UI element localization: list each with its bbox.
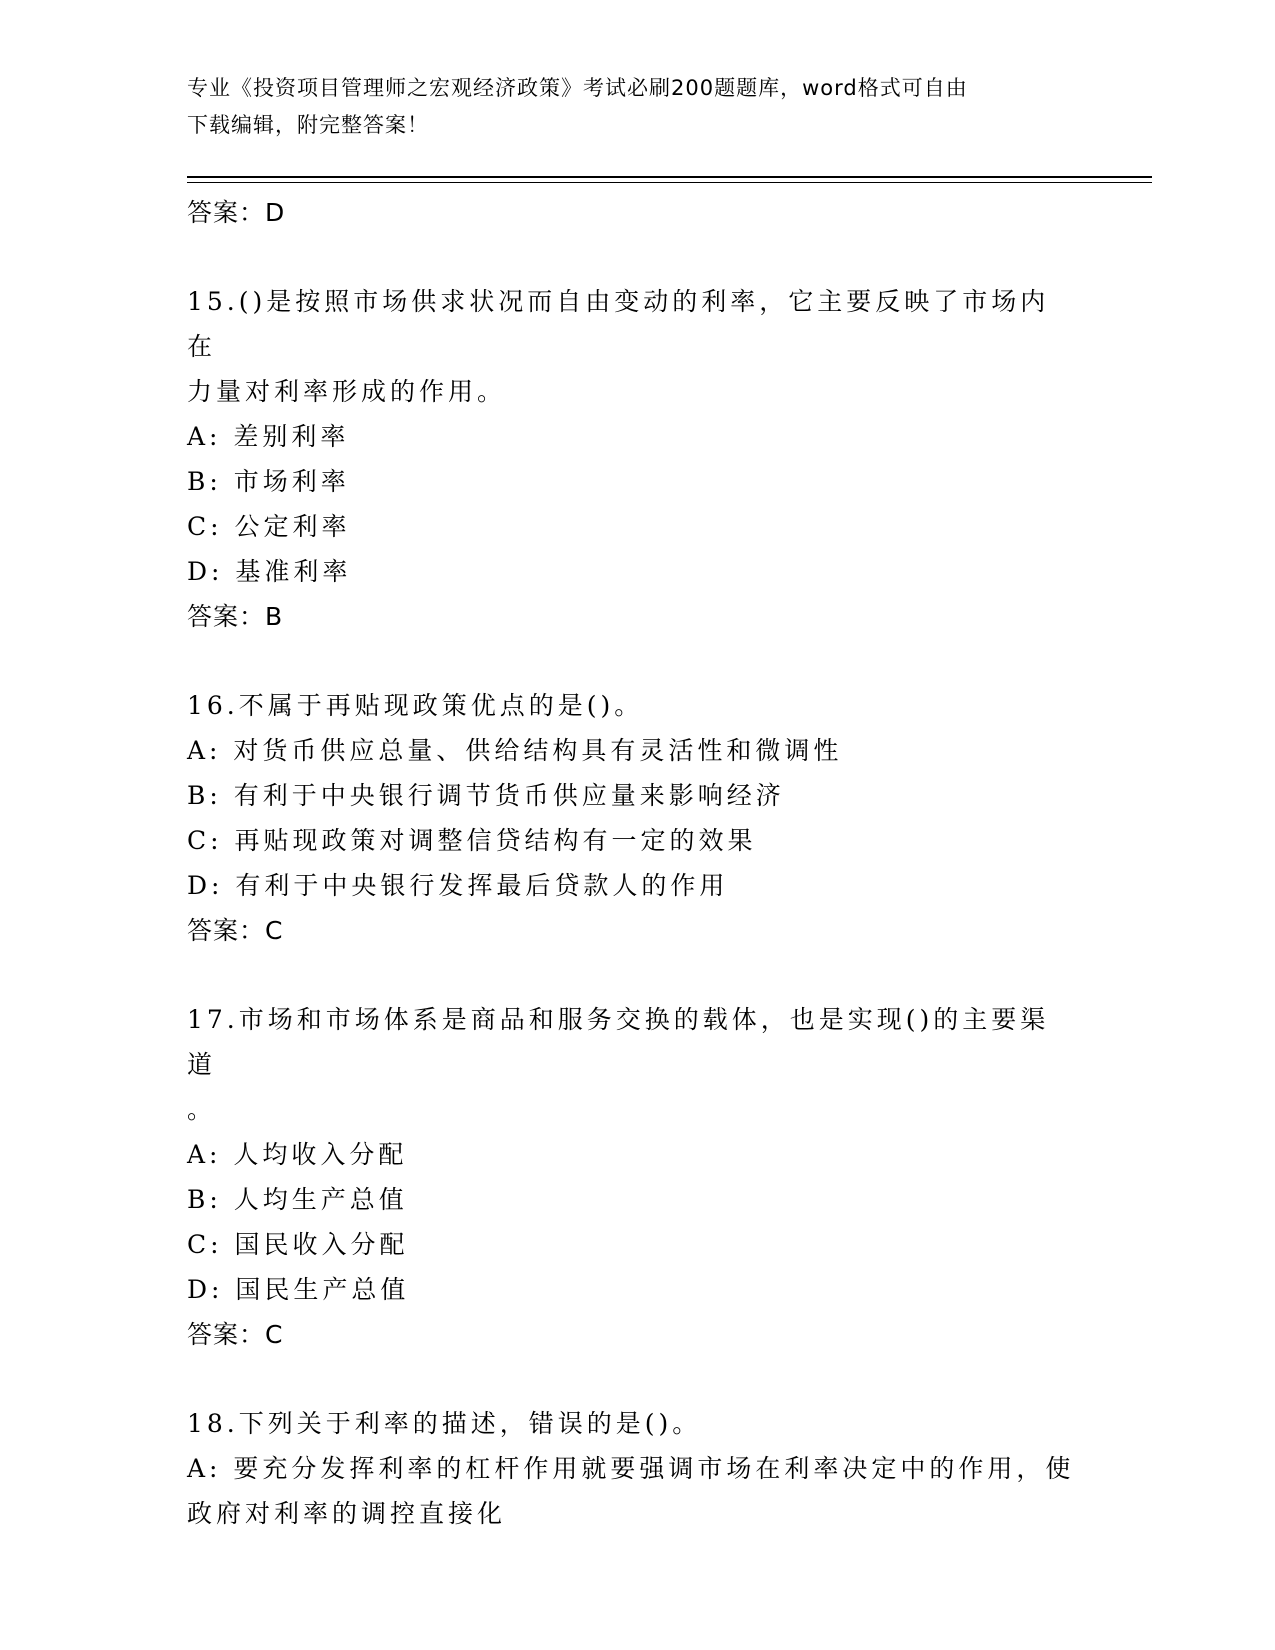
answer-line: 答案：D bbox=[187, 198, 286, 227]
header-rule-thin bbox=[187, 182, 1152, 183]
option-a: A: 要充分发挥利率的杠杆作用就要强调市场在利率决定中的作用，使 bbox=[187, 1454, 1075, 1483]
question-stem: 17.市场和市场体系是商品和服务交换的载体，也是实现()的主要渠道 bbox=[187, 1005, 1050, 1079]
questions-body bbox=[187, 190, 1077, 1536]
question-stem: 16.不属于再贴现政策优点的是()。 bbox=[187, 691, 644, 720]
option-a: A: 对货币供应总量、供给结构具有灵活性和微调性 bbox=[187, 736, 843, 765]
answer-line: 答案：C bbox=[187, 1320, 284, 1349]
option-a: A: 人均收入分配 bbox=[187, 1140, 408, 1169]
question-stem: 15.()是按照市场供求状况而自由变动的利率，它主要反映了市场内在 bbox=[187, 287, 1050, 361]
option-a: A: 差别利率 bbox=[187, 422, 350, 451]
option-d: D: 国民生产总值 bbox=[187, 1275, 410, 1304]
option-b: B: 有利于中央银行调节货币供应量来影响经济 bbox=[187, 781, 785, 810]
option-b: B: 人均生产总值 bbox=[187, 1185, 408, 1214]
question-16 bbox=[187, 683, 1077, 953]
question-stem-continued: 。 bbox=[187, 1095, 217, 1124]
header-line-2: 下载编辑，附完整答案！ bbox=[187, 113, 429, 137]
answer-line: 答案：B bbox=[187, 602, 284, 631]
page-header bbox=[187, 70, 1067, 144]
question-18 bbox=[187, 1401, 1077, 1536]
question-15 bbox=[187, 279, 1077, 639]
question-stem-continued: 力量对利率形成的作用。 bbox=[187, 377, 507, 406]
question-17 bbox=[187, 997, 1077, 1357]
option-c: C: 再贴现政策对调整信贷结构有一定的效果 bbox=[187, 826, 757, 855]
option-c: C: 公定利率 bbox=[187, 512, 351, 541]
option-d: D: 基准利率 bbox=[187, 557, 352, 586]
header-rule-thick bbox=[187, 176, 1152, 178]
question-stem: 18.下列关于利率的描述，错误的是()。 bbox=[187, 1409, 702, 1438]
option-c: C: 国民收入分配 bbox=[187, 1230, 409, 1259]
header-line-1: 专业《投资项目管理师之宏观经济政策》考试必刷200题题库，word格式可自由 bbox=[187, 76, 968, 100]
option-b: B: 市场利率 bbox=[187, 467, 350, 496]
option-a-continued: 政府对利率的调控直接化 bbox=[187, 1499, 507, 1528]
answer-line: 答案：C bbox=[187, 916, 284, 945]
option-d: D: 有利于中央银行发挥最后贷款人的作用 bbox=[187, 871, 729, 900]
